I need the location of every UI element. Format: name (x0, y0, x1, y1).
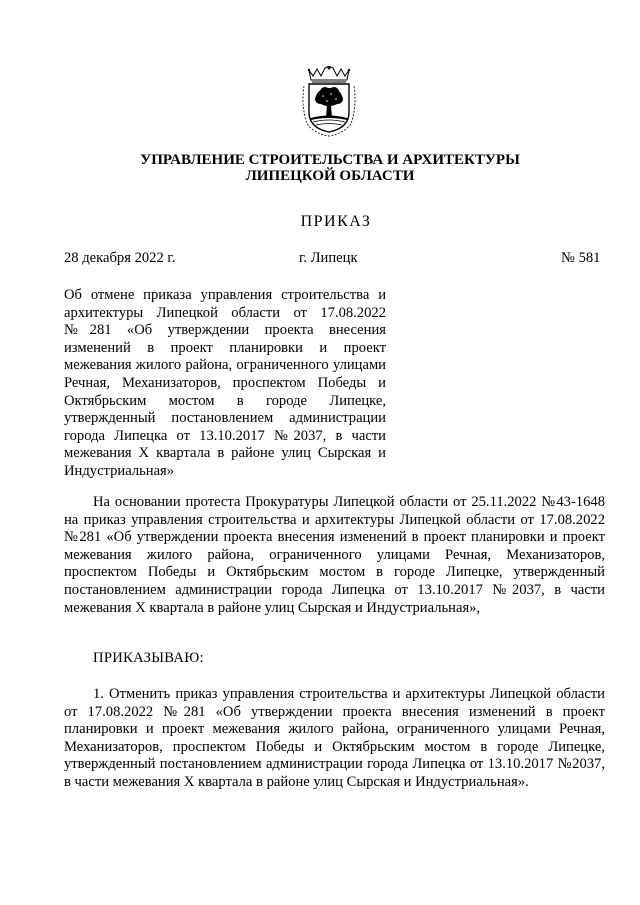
organization-title (0, 152, 640, 184)
organization-title-line2: ЛИПЕЦКОЙ ОБЛАСТИ (245, 168, 415, 184)
document-type-title: ПРИКАЗ (300, 213, 372, 230)
document-subject: Об отмене приказа управления строительства и архитектуры Липецкой области от 17.08.2022 №281 «Об утверждении проекта внесения изменений в проект планировки и проект межевания жилого района, ограниченного улицами Речная, Механизаторов, проспектом Победы и Октябрьским мостом в городе Липецке, утвержденный постановлением администрации города Липецка от 13.10.2017 №2037, в части межевания X квартала в районе улиц Сырская и Индустриальная» (64, 287, 386, 479)
organization-title-line1: УПРАВЛЕНИЕ СТРОИТЕЛЬСТВА И АРХИТЕКТУРЫ (140, 152, 520, 168)
lipetsk-region-coat-of-arms-icon (301, 66, 357, 138)
document-date: 28 декабря 2022 г. (64, 250, 176, 266)
order-item-1: 1. Отменить приказ управления строительства и архитектуры Липецкой области от 17.08.2022 №281 «Об утверждении проекта внесения изменений в проект планировки и проект межевания жилого района, ограниченного улицами Речная, Механизаторов, проспектом Победы и Октябрьским мостом в городе Липецке, утвержденный постановлением администрации города Липецка от 13.10.2017 №2037, в части межевания X квартала в районе улиц Сырская и Индустриальная». (64, 686, 605, 790)
document-city: г. Липецк (299, 250, 358, 266)
order-directive: ПРИКАЗЫВАЮ: (93, 650, 204, 666)
document-number: № 581 (561, 250, 601, 266)
basis-paragraph: На основании протеста Прокуратуры Липецкой области от 25.11.2022 №43-1648 на приказ управления строительства и архитектуры Липецкой области от 17.08.2022 №281 «Об утверждении проекта внесения изменений в проект планировки и проект межевания жилого района, ограниченного улицами Речная, Механизаторов, проспектом Победы и Октябрьским мостом в городе Липецке, утвержденный постановлением администрации города Липецка от 13.10.2017 №2037, в части межевания X квартала в районе улиц Сырская и Индустриальная», (64, 494, 605, 616)
